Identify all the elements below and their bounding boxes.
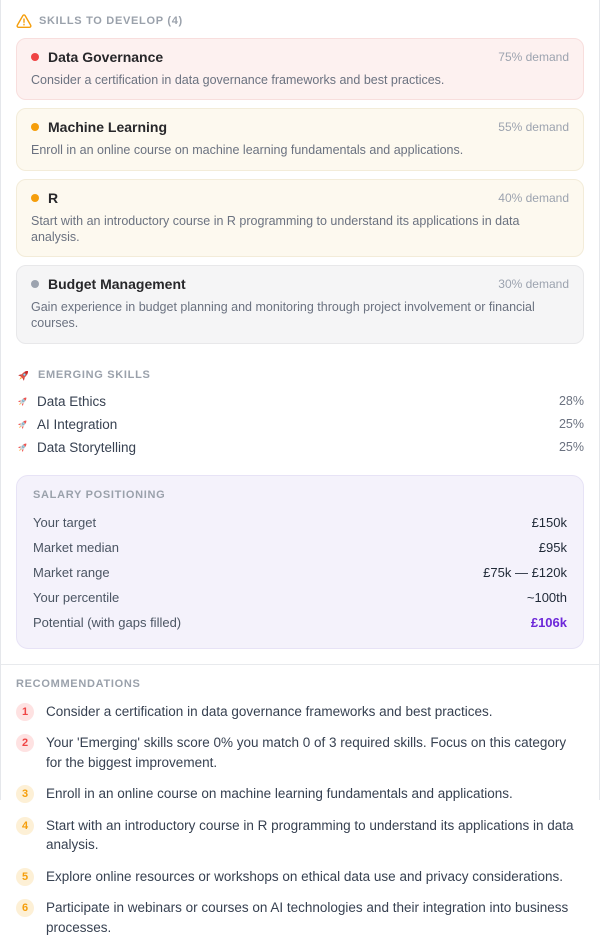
- skill-card: [16, 265, 584, 344]
- skill-description: Consider a certification in data governance frameworks and best practices.: [31, 73, 445, 87]
- recommendation-text: Your 'Emerging' skills score 0% you match 0 of 3 required skills. Focus on this category for the biggest improvement.: [46, 735, 567, 770]
- recommendation-item: [16, 898, 584, 937]
- recommendation-number-badge: 1: [16, 703, 34, 721]
- demand-level-dot: [31, 280, 39, 288]
- rocket-icon: [16, 441, 29, 454]
- rocket-icon: [16, 395, 29, 408]
- salary-row: [33, 535, 567, 560]
- recommendation-number-badge: 2: [16, 734, 34, 752]
- recommendation-item: [16, 867, 584, 887]
- recommendation-text: Start with an introductory course in R programming to understand its applications in data analysis.: [46, 817, 574, 853]
- warning-triangle-icon: [16, 13, 32, 29]
- recommendation-number-badge: 6: [16, 899, 34, 917]
- demand-level-dot: [31, 123, 39, 131]
- emerging-skill-name: Data Storytelling: [37, 439, 137, 455]
- skill-card: [16, 38, 584, 100]
- salary-row-value: £95k: [538, 539, 567, 555]
- skill-name: R: [48, 189, 59, 206]
- skill-description: Gain experience in budget planning and monitoring through project involvement or financial courses.: [31, 300, 535, 331]
- skill-description: Enroll in an online course on machine learning fundamentals and applications.: [31, 143, 464, 158]
- skill-demand-label: 40% demand: [498, 190, 569, 205]
- recommendation-number-badge: 4: [16, 817, 34, 835]
- skill-name: Data Governance: [48, 49, 164, 65]
- salary-row: [33, 585, 567, 610]
- emerging-skill-percent: 25%: [558, 417, 584, 431]
- recommendation-item: [16, 733, 584, 772]
- demand-level-dot: [31, 194, 39, 202]
- recommendation-text: Participate in webinars or courses on AI technologies and their integration into business processes.: [46, 900, 569, 935]
- salary-positioning-header: [33, 489, 567, 501]
- skill-card: [16, 179, 584, 258]
- recommendations-list: [16, 702, 584, 938]
- salary-row: [33, 560, 567, 585]
- emerging-skills-title: EMERGING SKILLS: [38, 369, 151, 381]
- emerging-skill-name: Data Ethics: [37, 393, 107, 409]
- skill-demand-label: 75% demand: [498, 50, 569, 64]
- salary-row: [33, 510, 567, 535]
- recommendation-item: [16, 784, 584, 804]
- salary-row-label: Market median: [33, 539, 119, 555]
- recommendation-item: [16, 702, 584, 722]
- salary-row-label: Market range: [33, 564, 110, 580]
- emerging-skill-row: [16, 436, 584, 459]
- emerging-skills-section: [16, 368, 584, 459]
- rocket-icon: [16, 368, 31, 383]
- salary-row-value: ~100th: [526, 589, 567, 605]
- recommendation-text: Consider a certification in data governance frameworks and best practices.: [46, 703, 493, 719]
- emerging-skill-percent: 25%: [558, 440, 584, 454]
- skill-demand-label: 30% demand: [498, 277, 569, 291]
- recommendation-text: Explore online resources or workshops on ethical data use and privacy considerations.: [46, 868, 564, 884]
- skill-demand-label: 55% demand: [498, 120, 569, 135]
- emerging-skill-name: AI Integration: [37, 416, 118, 432]
- skill-name: Budget Management: [48, 276, 186, 292]
- skill-card: [16, 108, 584, 170]
- emerging-skills-header: [16, 368, 584, 383]
- salary-row-label: Your percentile: [33, 589, 120, 605]
- skills-to-develop-title: SKILLS TO DEVELOP (4): [39, 15, 183, 27]
- recommendations-title: RECOMMENDATIONS: [16, 677, 141, 690]
- recommendation-number-badge: 3: [16, 785, 34, 803]
- emerging-skills-list: [16, 390, 584, 459]
- recommendations-header: [16, 678, 584, 690]
- skill-name: Machine Learning: [48, 119, 168, 136]
- skill-description: Start with an introductory course in R programming to understand its applications in data analysis.: [31, 213, 520, 244]
- recommendation-item: [16, 816, 584, 855]
- salary-row-label: Potential (with gaps filled): [33, 614, 182, 630]
- recommendation-text: Enroll in an online course on machine learning fundamentals and applications.: [46, 786, 513, 802]
- salary-positioning-title: SALARY POSITIONING: [33, 488, 166, 501]
- recommendations-section: [16, 665, 584, 938]
- rocket-icon: [16, 418, 29, 431]
- salary-row-value: £75k — £120k: [483, 564, 567, 580]
- salary-positioning-card: [16, 475, 584, 649]
- skills-to-develop-header: [16, 13, 584, 29]
- demand-level-dot: [31, 53, 39, 61]
- skills-to-develop-list: [16, 38, 584, 344]
- emerging-skill-percent: 28%: [558, 394, 584, 408]
- recommendation-number-badge: 5: [16, 868, 34, 886]
- salary-rows: [33, 510, 567, 635]
- salary-row-label: Your target: [33, 514, 97, 530]
- emerging-skill-row: [16, 390, 584, 413]
- salary-row-value: £150k: [531, 514, 567, 530]
- emerging-skill-row: [16, 413, 584, 436]
- salary-row: [33, 610, 567, 635]
- salary-row-value: £106k: [530, 614, 567, 630]
